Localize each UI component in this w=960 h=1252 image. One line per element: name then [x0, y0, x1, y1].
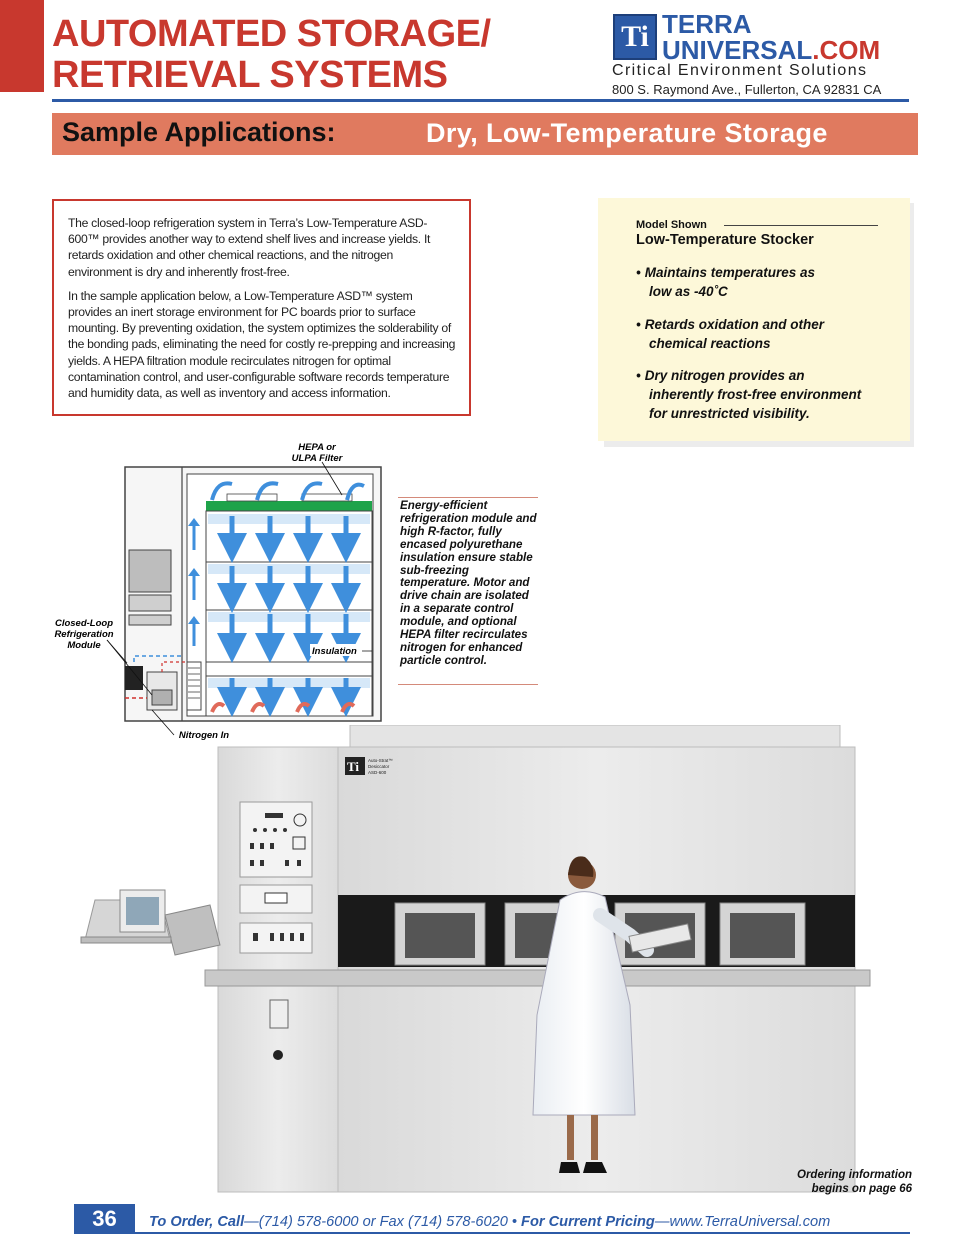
- intro-paragraph-1: The closed-loop refrigeration system in Terra’s Low-Temperature ASD-600™ provides another way to extend shelf lives and increase yields. It retards oxidation and other chemical reactions, and the nitrogen environment is dry and inherently frost-free.: [68, 216, 431, 279]
- closed-loop-label-line-2: Refrigeration: [54, 629, 114, 640]
- feature-bullet: •: [636, 317, 641, 332]
- badge-line-1: Auto-Strat™: [368, 758, 393, 763]
- page-number: 36: [74, 1204, 135, 1234]
- svg-text:Ti: Ti: [347, 759, 360, 774]
- feature-item: [636, 315, 898, 353]
- feature-item: [636, 263, 898, 301]
- callout-rule-bottom: [398, 684, 538, 685]
- company-tagline: Critical Environment Solutions: [612, 62, 868, 79]
- feature-line: low as -40˚C: [649, 284, 728, 299]
- logo-universal-word: UNIVERSAL: [662, 35, 813, 65]
- badge-line-2: Desiccator: [368, 764, 390, 769]
- hepa-label-line-2: ULPA Filter: [291, 453, 343, 464]
- feature-line: Dry nitrogen provides an: [644, 368, 805, 383]
- logo-terra-text: TERRA: [662, 9, 752, 39]
- ordering-info: [750, 1169, 912, 1196]
- logo-dotcom: .COM: [812, 35, 881, 65]
- intro-text-box: [52, 199, 471, 416]
- model-name: Low-Temperature Stocker: [636, 232, 814, 248]
- feature-line: inherently frost-free environment: [649, 387, 862, 402]
- model-label-rule: [724, 225, 878, 226]
- hepa-label: HEPA or: [298, 442, 336, 453]
- feature-line: chemical reactions: [649, 336, 771, 351]
- page-title: [52, 14, 572, 96]
- ordering-line-1: Ordering information: [797, 1169, 912, 1181]
- terra-logo-mark: Ti: [613, 14, 657, 60]
- feature-line: Maintains temperatures as: [644, 265, 816, 280]
- feature-item: [636, 366, 898, 423]
- header-accent-bar: [0, 0, 44, 92]
- banner-lead-text: Sample Applications:: [62, 117, 336, 147]
- footer-order-rest: —(714) 578-6000 or Fax (714) 578-6020 •: [244, 1214, 517, 1230]
- footer-pricing-rest: —www.TerraUniversal.com: [654, 1214, 831, 1230]
- page-title-line-2: RETRIEVAL SYSTEMS: [52, 54, 448, 96]
- badge-line-3: ASD-600: [368, 770, 387, 775]
- header-divider: [52, 99, 909, 102]
- nitrogen-in-label: Nitrogen In: [178, 730, 230, 740]
- ordering-line-2: begins on page 66: [811, 1182, 912, 1195]
- stocker-product-photo: [75, 725, 895, 1205]
- footer-divider: [135, 1232, 910, 1234]
- footer-pricing-lead: For Current Pricing: [521, 1214, 655, 1230]
- company-address: 800 S. Raymond Ave., Fullerton, CA 92831 CA: [612, 82, 882, 97]
- feature-bullet: •: [636, 265, 641, 280]
- footer-order-lead: To Order, Call: [149, 1214, 245, 1230]
- callout-rule-top: [398, 497, 538, 498]
- footer-contact-line: [149, 1214, 830, 1230]
- feature-line: for unrestricted visibility.: [649, 406, 810, 421]
- energy-efficiency-callout: Energy-efficient refrigeration module and high R-factor, fully encased polyurethane insulation ensure stable sub-freezing temperature. Motor and drive chain are isolated in a separate control module, and optional HEPA filter recirculates nitrogen for enhanced particle control.: [400, 499, 537, 667]
- insulation-label: Insulation: [312, 646, 357, 657]
- feature-line: Retards oxidation and other: [644, 317, 825, 332]
- intro-paragraph-2: In the sample application below, a Low-Temperature ASD™ system provides an inert storage environment for PC boards prior to surface mounting. By preventing oxidation, the system optimizes the solderability of the bonding pads, eliminating the need for costly re-prepping and increasing yields. A HEPA filtration module recirculates nitrogen for optimal contamination control, and user-configurable software records temperature and humidity data, as well as inventory and access information.: [68, 288, 456, 401]
- closed-loop-label: Closed-Loop: [54, 618, 114, 629]
- model-shown-label: Model Shown: [636, 219, 707, 231]
- logo-universal-text: [662, 36, 880, 64]
- banner-topic-text: Dry, Low-Temperature Storage: [426, 118, 828, 148]
- feature-bullet: •: [636, 368, 641, 383]
- closed-loop-label-line-3: Module: [67, 640, 101, 651]
- page-title-line-1: AUTOMATED STORAGE/: [52, 13, 491, 55]
